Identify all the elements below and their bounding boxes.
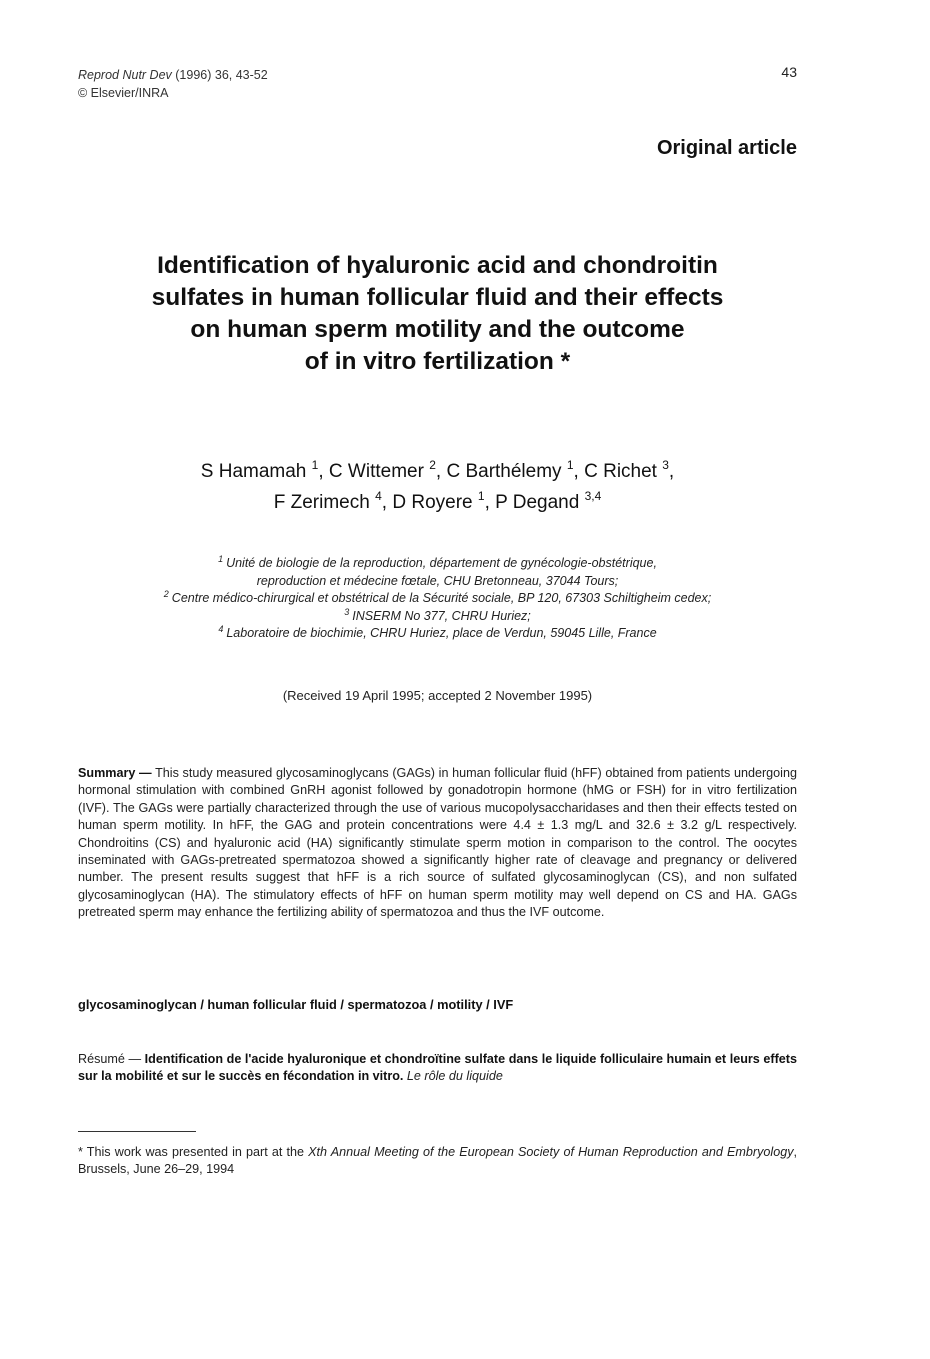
author: C Wittemer [328,461,424,482]
affiliation-text: INSERM No 377, CHRU Huriez; [352,608,531,623]
affiliation-text: Laboratoire de biochimie, CHRU Huriez, place de Verdun, 59045 Lille, France [226,626,657,640]
journal-reference [78,66,268,84]
resume-text: Le rôle du liquide [403,1069,503,1084]
author-separator: , [573,461,585,482]
journal-name: Reprod Nutr Dev [78,68,172,82]
journal-volume-pages: (1996) 36, 43-52 [171,68,268,82]
keywords: glycosaminoglycan / human follicular fluid / spermatozoa / motility / IVF [78,997,514,1012]
summary-text: This study measured glycosaminoglycans (GAGs) in human follicular fluid (hFF) obtained from patients undergoing hormonal stimulation with combined GnRH agonist followed by gonadotropin hormone (hMG or FSH) for in vitro fertilization (IVF). The GAGs were partially characterized through the use of various mucopolysaccharidases and then their effects tested on human sperm motility. In hFF, the GAG and protein concentrations were 4.4 ± 1.3 mg/L and 32.6 ± 3.2 g/L respectively. Chondroitins (CS) and hyaluronic acid (HA) significantly stimulate sperm motion in comparison to the control. The oocytes inseminated with GAGs-pretreated spermatozoa showed a significantly higher rate of cleavage and pregnancy or delivered number. The present results suggest that hFF is a rich source of sulfated glycosaminoglycan (CS), and non sulfated glycosaminoglycan (HA). The stimulatory effects of hFF on human sperm motility may well depend on CS and HA. GAGs pretreated sperm may enhance the fertilizing ability of spermatozoa and thus the IVF outcome. [78,766,797,920]
affiliation-text: Centre médico-chirurgical et obstétrical de la Sécurité sociale, BP 120, 67303 Schiltigheim cedex; [171,591,712,605]
affiliation-number: 2 [163,589,169,599]
affiliation-line [70,625,805,643]
article-type: Original article [656,137,797,159]
footnote [78,1144,797,1179]
summary-label: Summary — [78,766,152,780]
author: S Hamamah [200,461,307,482]
received-dates: (Received 19 April 1995; accepted 2 November 1995) [282,688,593,703]
author-separator: , [381,492,393,513]
affiliation-line [70,608,805,626]
author-separator: , [668,461,675,482]
author: D Royere [392,492,473,513]
author-affiliation-mark: 1 [477,489,485,503]
author-separator: , [318,461,329,482]
affiliation-line: reproduction et médecine fœtale, CHU Bretonneau, 37044 Tours; [256,573,619,588]
footnote-divider [78,1131,196,1132]
article-title: Identification of hyaluronic acid and chondroitin sulfates in human follicular fluid and their effects on human sperm motility and the outcome of in vitro fertilization * [151,252,724,375]
author-separator: , [435,461,447,482]
author-affiliation-mark: 3 [662,458,669,472]
author-affiliation-mark: 1 [566,458,574,472]
affiliation-line [70,555,805,573]
author-affiliation-mark: 2 [429,458,436,472]
author: C Richet [584,461,657,482]
summary-abstract [78,765,797,922]
author-affiliation-mark: 3,4 [584,489,602,503]
affiliations [70,555,805,643]
publisher: © Elsevier/INRA [78,86,169,100]
journal-citation [78,66,268,102]
footnote-tail: , Brussels, June 26–29, 1994 [78,1145,797,1177]
author: P Degand [495,492,580,513]
author: C Barthélemy [446,461,562,482]
resume-title: Identification de l'acide hyaluronique et chondroïtine sulfate dans le liquide folliculaire humain et leurs effets sur la mobilité et sur le succès en fécondation in vitro. [78,1052,797,1084]
resume-label: Résumé — [78,1052,142,1066]
author-affiliation-mark: 4 [375,489,382,503]
footnote-meeting: Xth Annual Meeting of the European Society of Human Reproduction and Embryology [308,1145,794,1159]
author-separator: , [484,492,496,513]
author: F Zerimech [273,492,370,513]
affiliation-line [70,590,805,608]
affiliation-number: 1 [218,554,224,564]
author-affiliation-mark: 1 [311,458,319,472]
author-list [80,456,795,518]
resume-abstract [78,1051,797,1086]
page-number: 43 [781,64,797,80]
affiliation-number: 3 [344,606,350,617]
affiliation-text: Unité de biologie de la reproduction, département de gynécologie-obstétrique, [226,556,657,570]
affiliation-number: 4 [218,624,224,634]
footnote-lead: * This work was presented in part at the [78,1145,309,1159]
